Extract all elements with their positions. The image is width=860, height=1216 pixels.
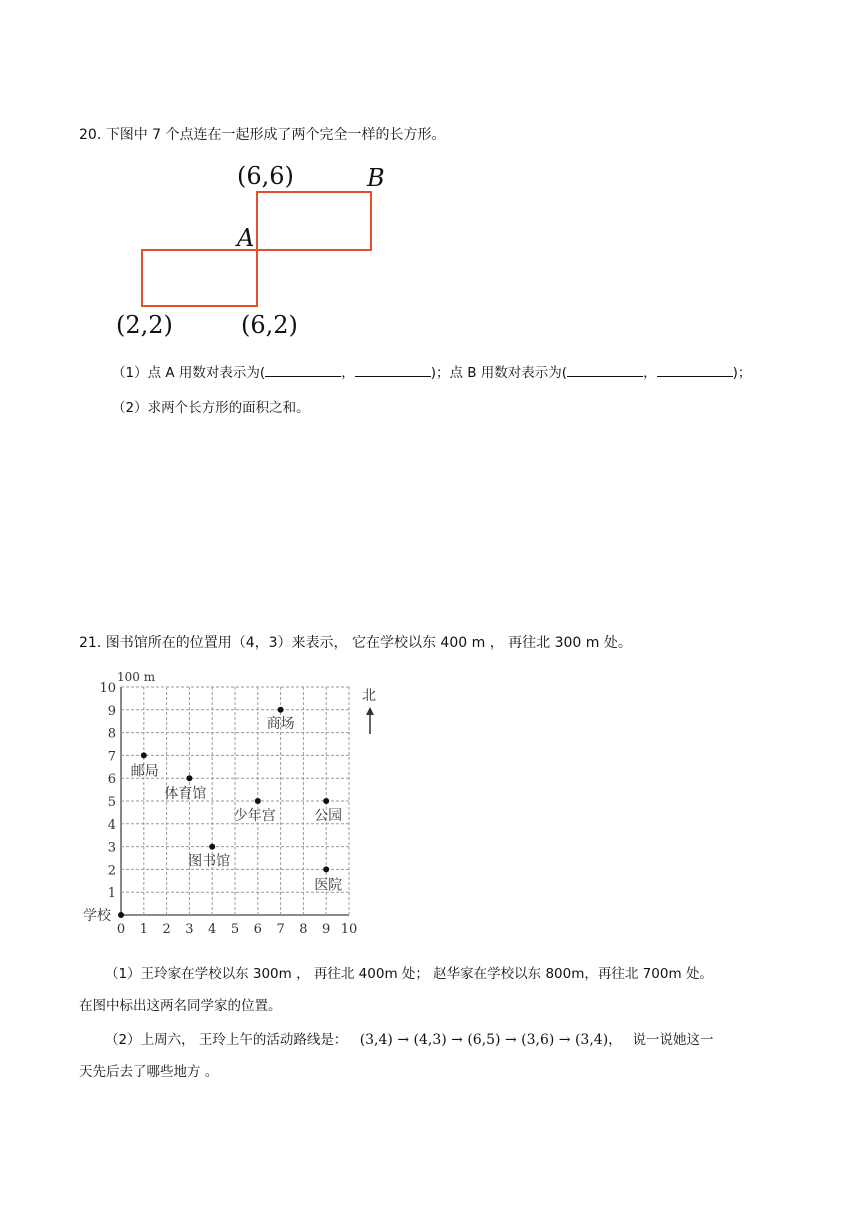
label-bottom-mid: (6,2) xyxy=(241,311,298,339)
place-point xyxy=(278,707,284,713)
q21-sub2-line1 xyxy=(105,1028,713,1049)
y-tick-label: 5 xyxy=(107,795,116,810)
x-tick-label: 2 xyxy=(162,922,171,937)
x-tick-label: 0 xyxy=(116,922,126,937)
q21-sub1-line1: （1）王玲家在学校以东 300m ， 再往北 400m 处； 赵华家在学校以东 800m，再往北 700m 处。 xyxy=(105,966,713,982)
q20-sub2: （2）求两个长方形的面积之和。 xyxy=(112,400,310,416)
north-label: 北 xyxy=(362,688,376,704)
sub1-prefix: （1）点 A 用数对表示为( xyxy=(112,365,266,381)
sub1-comma: ， xyxy=(643,365,657,381)
x-tick-label: 9 xyxy=(322,922,331,937)
place-point xyxy=(255,798,261,804)
x-tick-label: 7 xyxy=(276,922,285,937)
place-label: 医院 xyxy=(314,877,343,894)
y-tick-label: 6 xyxy=(107,772,116,788)
sub2-suffix: 说一说她这一 xyxy=(632,1032,714,1048)
x-tick-label: 10 xyxy=(340,922,358,937)
x-tick-label: 6 xyxy=(253,922,262,937)
place-point xyxy=(323,798,329,804)
sub1-comma: ， xyxy=(341,365,355,381)
y-tick-label: 10 xyxy=(99,681,116,696)
place-label: 邮局 xyxy=(130,763,159,780)
sub1-mid: )；点 B 用数对表示为( xyxy=(430,365,568,381)
y-tick-label: 2 xyxy=(107,863,116,879)
unit-label: 100 m xyxy=(117,670,156,684)
question-text: 下图中 7 个点连在一起形成了两个完全一样的长方形。 xyxy=(105,127,446,143)
x-tick-label: 3 xyxy=(185,922,194,937)
question-number: 21. xyxy=(79,635,102,651)
y-tick-label: 7 xyxy=(107,749,116,765)
y-tick-label: 3 xyxy=(107,840,116,856)
x-tick-label: 5 xyxy=(230,922,240,937)
route-text: (3,4) → (4,3) → (6,5) → (3,6) → (3,4)， xyxy=(359,1032,623,1048)
y-tick-label: 1 xyxy=(107,886,116,902)
q21-sub1-line2: 在图中标出这两名同学家的位置。 xyxy=(79,998,282,1014)
y-tick-label: 4 xyxy=(107,817,116,833)
question-text: 图书馆所在的位置用（4，3）来表示， 它在学校以东 400 m ， 再往北 300 m 处。 xyxy=(105,635,632,651)
north-arrow-icon xyxy=(366,707,374,734)
place-label: 图书馆 xyxy=(188,853,231,870)
place-point xyxy=(186,775,192,781)
place-point xyxy=(323,866,329,872)
place-label: 商场 xyxy=(266,715,295,732)
x-tick-label: 1 xyxy=(139,922,148,937)
label-bottom-left: (2,2) xyxy=(116,311,173,339)
label-point-a: A xyxy=(237,224,255,252)
q21-sub2-line2: 天先后去了哪些地方 。 xyxy=(79,1064,219,1080)
place-point xyxy=(141,752,147,758)
place-point xyxy=(118,912,124,918)
place-label: 少年宫 xyxy=(233,808,276,824)
sub1-suffix: )； xyxy=(732,365,752,381)
x-tick-label: 4 xyxy=(208,922,217,937)
place-point xyxy=(209,844,215,850)
y-tick-label: 8 xyxy=(107,726,116,742)
x-tick-label: 8 xyxy=(299,922,308,937)
place-label: 学校 xyxy=(83,908,111,924)
label-point-b: B xyxy=(367,164,385,192)
question-number: 20. xyxy=(79,127,102,143)
place-label: 公园 xyxy=(314,808,343,824)
label-top: (6,6) xyxy=(237,162,294,190)
y-tick-label: 9 xyxy=(107,703,116,719)
sub2-prefix: （2）上周六， 王玲上午的活动路线是： xyxy=(105,1032,348,1048)
place-label: 体育馆 xyxy=(164,786,207,803)
